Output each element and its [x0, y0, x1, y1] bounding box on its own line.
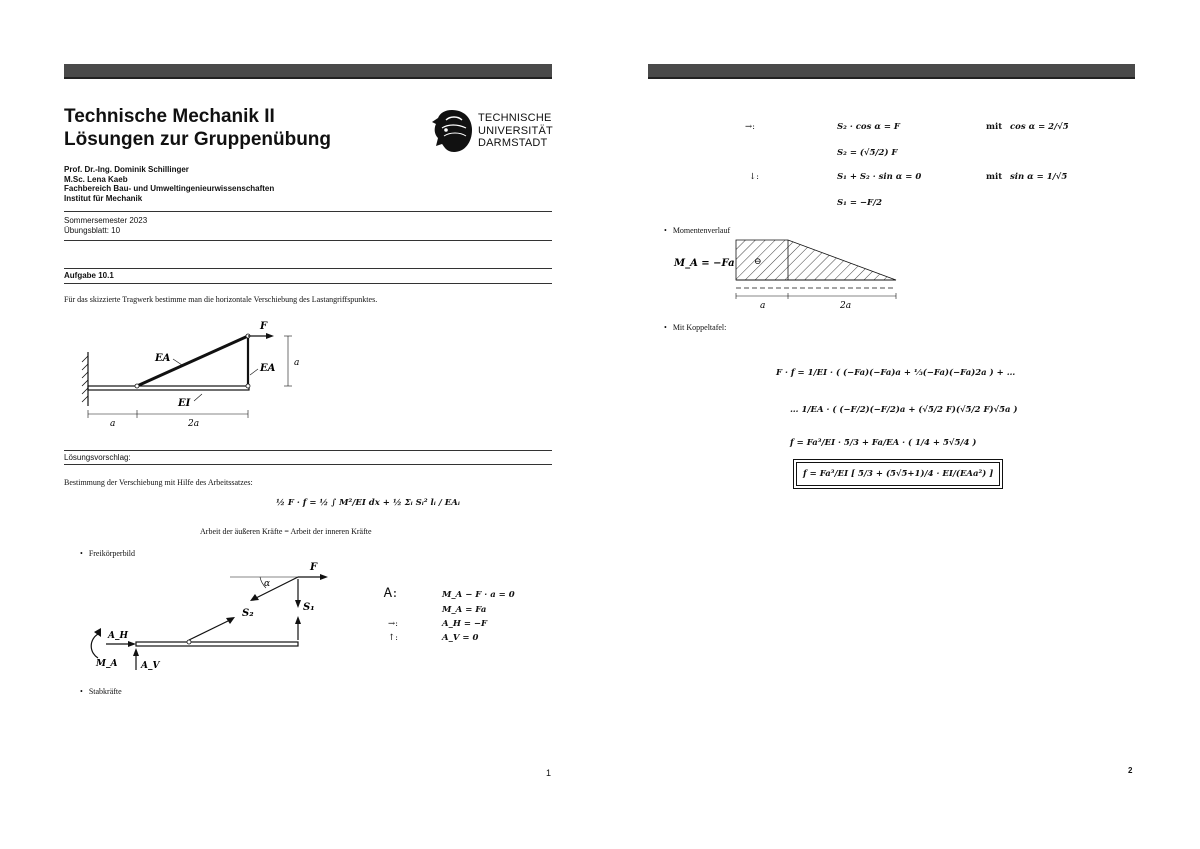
structure-figure: [80, 318, 320, 430]
task-heading: Aufgabe 10.1: [64, 271, 114, 280]
force-eq3-mit: mit: [986, 172, 1003, 182]
label-a-horizontal: a: [110, 419, 116, 429]
fbd-label-av: A_V: [141, 661, 160, 671]
title-line-2: Lösungen zur Gruppenübung: [64, 129, 332, 150]
bullet-bars: [80, 687, 122, 696]
label-ea-diagonal: EA: [155, 353, 171, 364]
label-ei: EI: [178, 398, 191, 409]
header-bar: [64, 64, 552, 79]
bullet-koppel: [664, 323, 726, 332]
eq-moment-result: M_A = Fa: [442, 605, 487, 615]
logo-line-3: DARMSTADT: [478, 137, 548, 149]
fbd-beam: [136, 642, 298, 646]
s2-arrow-node: [256, 577, 298, 598]
fbd-label-alpha: α: [264, 579, 271, 589]
document-title: [64, 105, 331, 151]
label-f: F: [260, 321, 268, 332]
label-a-vertical: a: [294, 358, 300, 368]
divider: [64, 211, 552, 212]
force-eq3-condition: sin α = 1/√5: [1010, 172, 1068, 182]
label-ea-vertical: EA: [260, 363, 276, 374]
force-eq1-mit: mit: [986, 122, 1003, 132]
moment-label: M_A = −Fa: [674, 258, 735, 269]
course-info: [64, 216, 147, 236]
title-line-1: Technische Mechanik II: [64, 106, 275, 127]
label-2a: 2a: [188, 419, 200, 429]
force-eq4: S₁ = −F/2: [837, 198, 883, 208]
author-professor: Prof. Dr.-Ing. Dominik Schillinger: [64, 165, 189, 174]
divider: [64, 240, 552, 241]
logo-line-2: UNIVERSITÄT: [478, 124, 553, 137]
fbd-label-ma: M_A: [96, 659, 118, 669]
department: Fachbereich Bau- und Umweltingenieurwissenschaften: [64, 184, 275, 193]
moment-diagram: [670, 236, 910, 312]
s2-arrow-beam: [189, 620, 230, 640]
page-number-2: 2: [1128, 766, 1133, 775]
solution-heading: Lösungsvorschlag:: [64, 453, 131, 462]
divider: [64, 283, 552, 284]
eq-vertical: A_V = 0: [442, 633, 479, 643]
eq-horizontal: A_H = −F: [442, 619, 488, 629]
svg-text:⊖: ⊖: [754, 257, 762, 267]
bullet-moment: [664, 226, 730, 235]
ma-moment-arrow: [91, 634, 98, 658]
wall-hatching: [82, 356, 88, 402]
koppel-bullet-text: Mit Koppeltafel:: [672, 323, 727, 332]
beam-ei: [88, 386, 249, 390]
work-caption: Arbeit der äußeren Kräfte = Arbeit der inneren Kräfte: [200, 527, 372, 536]
semester: Sommersemester 2023: [64, 216, 148, 225]
bullet-fbd: [80, 549, 135, 558]
divider: [64, 268, 552, 269]
eq-vertical-symbol: ↑:: [388, 633, 398, 643]
eq-moment: M_A − F · a = 0: [442, 590, 515, 600]
fbd-label-s1: S₁: [303, 602, 315, 613]
diagonal-bar: [137, 336, 248, 386]
author-assistant: M.Sc. Lena Kaeb: [64, 174, 128, 184]
force-eq3-symbol: ↓:: [749, 172, 759, 182]
moment-dim-a: a: [760, 301, 766, 311]
eq-moment-symbol: Ꭺ:: [384, 586, 398, 601]
institute: Institut für Mechanik: [64, 193, 143, 203]
sheet-number: Übungsblatt: 10: [64, 226, 121, 235]
task-text: Für das skizzierte Tragwerk bestimme man die horizontale Verschiebung des Lastangriffspunktes.: [64, 295, 378, 304]
page-number-1: 1: [546, 768, 552, 778]
free-body-diagram: [84, 562, 334, 674]
fbd-label-ah: A_H: [108, 631, 128, 641]
force-eq1: S₂ · cos α = F: [837, 122, 900, 132]
fbd-label-s2: S₂: [242, 608, 254, 619]
university-logo: [432, 108, 554, 158]
bars-bullet-text: Stabkräfte: [88, 687, 122, 696]
result-final-boxed: f = Fa³/EI [ 5/3 + (5√5+1)/4 · EI/(EAa²) ]: [796, 462, 1000, 486]
bar-force-equations: [745, 118, 1075, 218]
moment-dim-2a: 2a: [840, 301, 852, 311]
fbd-label-f: F: [310, 562, 318, 573]
logo-line-1: TECHNISCHE: [478, 112, 552, 124]
result-eq-1: F · f = 1/EI · ( (−Fa)(−Fa)a + ⅓(−Fa)(−Fa)2a ) + …: [776, 368, 1016, 378]
fbd-bullet-text: Freikörperbild: [88, 549, 136, 558]
eq-horizontal-symbol: →:: [388, 619, 398, 629]
force-eq2: S₂ = (√5/2) F: [837, 148, 898, 158]
work-equation: ½ F · f = ½ ∫ M²/EI dx + ½ Σᵢ Sᵢ² lᵢ / EAᵢ: [276, 498, 460, 508]
force-eq1-condition: cos α = 2/√5: [1010, 122, 1069, 132]
force-eq3: S₁ + S₂ · sin α = 0: [837, 172, 922, 182]
divider: [64, 450, 552, 451]
force-eq1-symbol: →:: [745, 122, 755, 132]
header-bar: [648, 64, 1135, 79]
result-eq-3: f = Fa³/EI · 5/3 + Fa/EA · ( 1/4 + 5√5/4 ): [790, 438, 977, 448]
logo-text: [478, 112, 553, 150]
method-text: Bestimmung der Verschiebung mit Hilfe des Arbeitssatzes:: [64, 478, 253, 487]
result-eq-2: … 1/EA · ( (−F/2)(−F/2)a + (√5/2 F)(√5/2 F)√5a ): [790, 405, 1018, 415]
divider: [64, 464, 552, 465]
moment-bullet-text: Momentenverlauf: [672, 226, 731, 235]
page-2: [600, 0, 1200, 849]
athena-logo-icon: [432, 108, 474, 154]
author-block: [64, 165, 274, 203]
